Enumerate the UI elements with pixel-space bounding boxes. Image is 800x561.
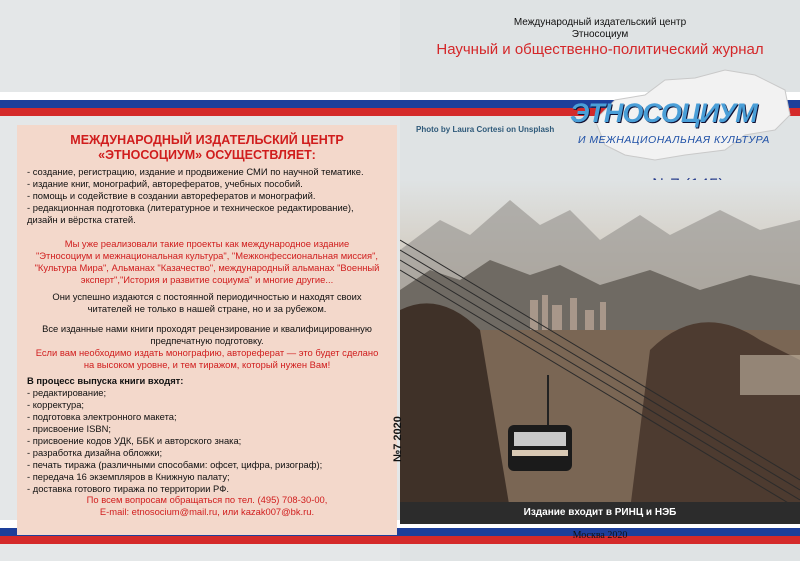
services-title: [27, 133, 387, 163]
offer-line: Если вам необходимо издать монографию, автореферат — это будет сделано: [35, 347, 379, 358]
service-item: - помощь и содействие в создании авторефератов и монографий.: [27, 190, 316, 201]
service-item: - издание книг, монографий, авторефератов, учебных пособий.: [27, 178, 303, 189]
services-panel: [17, 125, 397, 535]
projects-line: "Этносоциум и межнациональная культура", "Межконфессиональная миссия",: [35, 250, 379, 261]
success-text: [27, 291, 387, 315]
projects-line: эксперт","История и развитие социума" и многие другие...: [80, 274, 334, 285]
title-line: МЕЖДУНАРОДНЫЙ ИЗДАТЕЛЬСКИЙ ЦЕНТР: [70, 133, 344, 147]
process-item: - присвоение ISBN;: [27, 423, 111, 434]
vertical-issue-label: №7 2020: [392, 416, 404, 462]
process-item: - присвоение кодов УДК, ББК и авторского знака;: [27, 435, 242, 446]
contact-line: По всем вопросам обращаться по тел. (495) 708-30-00,: [86, 494, 328, 505]
journal-logo-subtitle: И МЕЖНАЦИОНАЛЬНАЯ КУЛЬТУРА: [578, 134, 770, 146]
process-item: - корректура;: [27, 399, 85, 410]
process-item: - редактирование;: [27, 387, 107, 398]
offer-line: на высоком уровне, и тем тиражом, который нужен Вам!: [83, 359, 331, 370]
success-line: Они успешно издаются с постоянной периодичностью и находят своих: [52, 291, 362, 302]
projects-text: [27, 238, 387, 286]
process-item: - доставка готового тиража по территории РФ.: [27, 483, 229, 494]
projects-line: Мы уже реализовали такие проекты как международное издание: [64, 238, 350, 249]
title-line: «ЭТНОСОЦИУМ» ОСУЩЕСТВЛЯЕТ:: [98, 148, 316, 162]
journal-type: Научный и общественно-политический журнал: [436, 41, 764, 58]
process-item: - подготовка электронного макета;: [27, 411, 177, 422]
publisher-name-2: Этносоциум: [571, 29, 629, 40]
city-year: Москва 2020: [572, 530, 628, 541]
rinc-banner: Издание входит в РИНЦ и НЭБ: [400, 502, 800, 524]
process-item: - передача 16 экземпляров в Книжную палату;: [27, 471, 230, 482]
photo-credit: Photo by Laura Cortesi on Unsplash: [416, 125, 555, 134]
review-line: Все изданные нами книги проходят рецензирование и квалифицированную: [42, 323, 372, 334]
services-list: [27, 166, 387, 226]
process-item: - печать тиража (различными способами: офсет, цифра, ризограф);: [27, 459, 323, 470]
projects-line: "Культура Мира", Альманах "Казачество", международный альманах "Военный: [34, 262, 380, 273]
service-item: - создание, регистрацию, издание и продвижение СМИ по научной тематике.: [27, 166, 364, 177]
cover-photo: [400, 180, 800, 510]
contact-line: E-mail: etnosocium@mail.ru, или kazak007@bk.ru.: [99, 506, 315, 517]
service-item: дизайн и вёрстка статей.: [27, 214, 136, 225]
service-item: - редакционная подготовка (литературное и техническое редактирование),: [27, 202, 354, 213]
process-title: В процесс выпуска книги входят:: [27, 375, 184, 386]
publisher-name: Международный издательский центр: [513, 17, 687, 28]
review-line: предпечатную подготовку.: [150, 335, 264, 346]
journal-logo: ЭТНОСОЦИУМ: [570, 98, 757, 128]
process-list: [27, 375, 387, 495]
contacts: [27, 494, 387, 518]
review-text: [27, 323, 387, 371]
process-item: - разработка дизайна обложки;: [27, 447, 163, 458]
success-line: читателей не только в нашей стране, но и за рубежом.: [87, 303, 327, 314]
